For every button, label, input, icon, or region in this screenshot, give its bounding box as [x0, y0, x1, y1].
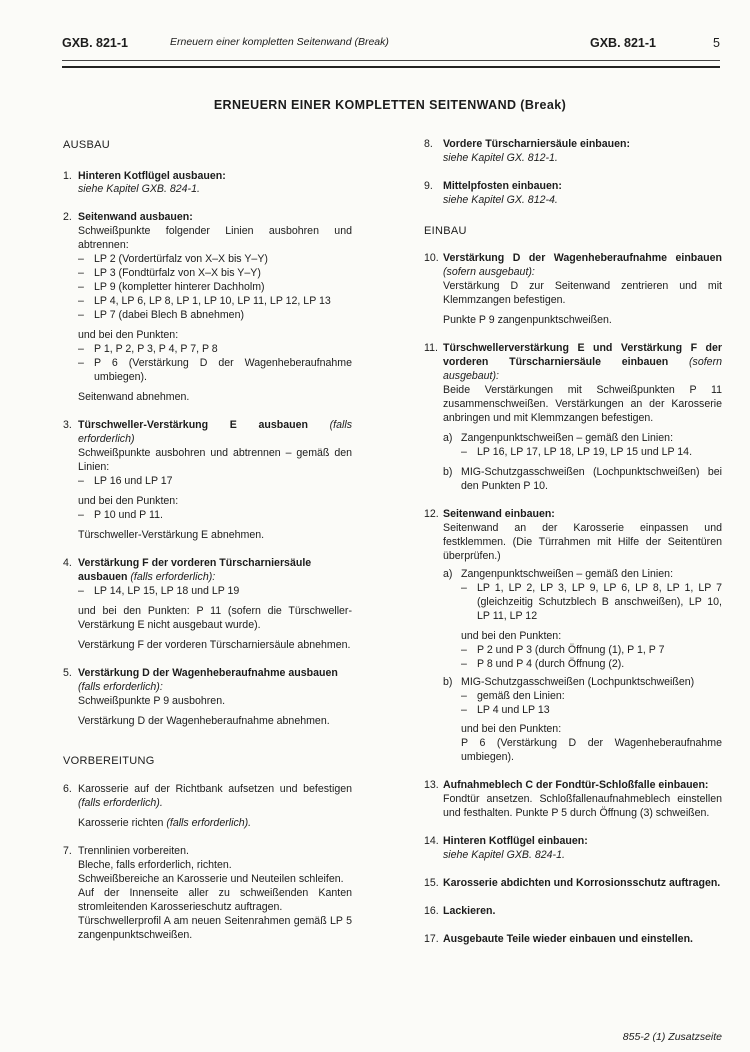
step-text: Verstärkung D zur Seitenwand zentrieren und mit Klemmzangen befestigen.	[443, 280, 722, 307]
step-title: Lackieren.	[443, 905, 496, 918]
step-text: Beide Verstärkungen mit Schweißpunkten P 11 zusammenschweißen. Verstärkungen an der Karosserie anbringen und mit Klemmzangen befestigen.	[443, 384, 722, 425]
step-8	[424, 138, 722, 166]
point-item: – P 8 und P 4 (durch Öffnung (2).	[461, 658, 722, 672]
step-number: 8.	[424, 138, 433, 150]
step-condition: (falls erforderlich).	[166, 816, 252, 829]
step-text: Zangenpunktschweißen – gemäß den Linien:	[461, 567, 674, 580]
step-title: Seitenwand einbauen:	[443, 507, 555, 520]
substep-label: b)	[443, 675, 453, 688]
line-item: – LP 2 (Vordertürfalz von X–X bis Y–Y)	[78, 253, 352, 267]
step-text: Verstärkung F der vorderen Türscharniersäule abnehmen.	[78, 638, 351, 651]
step-4	[63, 557, 352, 653]
point-item: – P 6 (Verstärkung D der Wagenheberaufnahme umbiegen).	[78, 357, 352, 385]
line-item: – LP 16 und LP 17	[78, 475, 352, 489]
point-item: – P 10 und P 11.	[78, 509, 352, 523]
step-condition: (falls erforderlich)	[78, 419, 352, 446]
step-text: Schweißpunkte folgender Linien ausbohren und abtrennen:	[78, 225, 352, 252]
step-text: Karosserie richten	[78, 816, 164, 829]
step-text: Fondtür ansetzen. Schloßfallenaufnahmeblech einstellen und festhalten. Punkte P 5 durch Öffnung (3) schweißen.	[443, 793, 722, 820]
step-number: 16.	[424, 905, 439, 918]
line-item: – LP 7 (dabei Blech B abnehmen)	[78, 309, 352, 323]
line-item: – LP 9 (kompletter hinterer Dachholm)	[78, 281, 352, 295]
step-number: 2.	[63, 211, 72, 224]
step-16	[424, 905, 722, 919]
right-column	[424, 138, 722, 947]
step-text: Türschwellerprofil A am neuen Seitenrahmen gemäß LP 5 zangenpunktschweißen.	[78, 914, 352, 941]
line-item: – LP 14, LP 15, LP 18 und LP 19	[78, 585, 352, 599]
point-item: – P 2 und P 3 (durch Öffnung (1), P 1, P 7	[461, 644, 722, 658]
step-number: 6.	[63, 783, 72, 795]
step-title: Verstärkung D der Wagenheberaufnahme einbauen	[443, 252, 722, 265]
step-17	[424, 933, 722, 947]
step-title: Vordere Türscharniersäule einbauen:	[443, 138, 631, 150]
step-number: 12.	[424, 507, 439, 520]
step-title: Hinteren Kotflügel einbauen:	[443, 835, 588, 848]
step-number: 15.	[424, 877, 439, 890]
point-item: – P 1, P 2, P 3, P 4, P 7, P 8	[78, 343, 352, 357]
substep-a	[443, 568, 722, 672]
step-text: Verstärkung D der Wagenheberaufnahme abnehmen.	[78, 714, 330, 727]
step-text: Zangenpunktschweißen – gemäß den Linien:	[461, 432, 674, 445]
step-number: 13.	[424, 779, 439, 792]
step-title: Aufnahmeblech C der Fondtür-Schloßfalle einbauen:	[443, 779, 709, 792]
page-number: 5	[713, 36, 720, 50]
step-text: Karosserie auf der Richtbank aufsetzen und befestigen	[78, 783, 352, 795]
page-title: ERNEUERN EINER KOMPLETTEN SEITENWAND (Break)	[213, 98, 567, 112]
step-number: 9.	[424, 179, 433, 192]
step-title: Ausgebaute Teile wieder einbauen und einstellen.	[443, 933, 693, 946]
point-item: P 6 (Verstärkung D der Wagenheberaufnahme umbiegen).	[461, 737, 722, 764]
step-1	[63, 170, 352, 198]
section-heading-vorbereitung: VORBEREITUNG	[63, 755, 155, 768]
step-number: 5.	[63, 666, 72, 679]
step-reference: siehe Kapitel GX. 812-1.	[443, 151, 558, 164]
step-title: Türschwellerverstärkung E und Verstärkung F der vorderen Türscharniersäule einbauen	[443, 342, 722, 369]
header-code: GXB. 821-1	[62, 36, 129, 50]
step-15	[424, 877, 722, 891]
step-11	[424, 342, 722, 494]
step-number: 10.	[424, 252, 439, 265]
step-text: und bei den Punkten:	[461, 723, 562, 736]
step-reference: siehe Kapitel GXB. 824-1.	[78, 183, 200, 196]
step-title: Verstärkung F der vorderen Türscharniersäule ausbauen	[78, 556, 312, 583]
step-text: Seitenwand abnehmen.	[78, 391, 190, 404]
line-item: – LP 3 (Fondtürfalz von X–X bis Y–Y)	[78, 267, 352, 281]
step-text: Bleche, falls erforderlich, richten.	[78, 858, 232, 871]
step-text: Türschweller-Verstärkung E abnehmen.	[78, 528, 265, 541]
left-column	[63, 138, 352, 943]
step-title: Mittelpfosten einbauen:	[443, 179, 562, 192]
substep-label: a)	[443, 567, 453, 580]
step-condition: (falls erforderlich):	[78, 680, 163, 693]
header-title: Erneuern einer kompletten Seitenwand (Break)	[170, 36, 389, 48]
step-3	[63, 419, 352, 543]
header-rule-thick	[62, 66, 720, 68]
step-title: Karosserie abdichten und Korrosionsschutz auftragen.	[443, 877, 721, 890]
step-number: 4.	[63, 556, 72, 569]
step-number: 7.	[63, 844, 72, 857]
line-item: – gemäß den Linien:	[461, 690, 722, 704]
line-item: – LP 4, LP 6, LP 8, LP 1, LP 10, LP 11, LP 12, LP 13	[78, 295, 352, 309]
step-reference: siehe Kapitel GXB. 824-1.	[443, 849, 565, 862]
step-number: 14.	[424, 835, 439, 848]
step-13	[424, 779, 722, 821]
step-condition: (falls erforderlich):	[130, 570, 216, 583]
page-header	[62, 35, 720, 53]
step-5	[63, 667, 352, 729]
step-12	[424, 508, 722, 765]
page-footer: 855-2 (1) Zusatzseite	[622, 1031, 722, 1043]
step-14	[424, 835, 722, 863]
step-number: 1.	[63, 169, 72, 182]
step-text: und bei den Punkten:	[78, 329, 179, 342]
step-2	[63, 211, 352, 405]
step-condition: (falls erforderlich).	[78, 796, 163, 809]
step-number: 3.	[63, 419, 72, 432]
step-condition: (sofern ausgebaut):	[443, 356, 722, 383]
step-text: Schweißpunkte P 9 ausbohren.	[78, 694, 226, 707]
substep-b	[443, 676, 722, 766]
step-reference: siehe Kapitel GX. 812-4.	[443, 193, 558, 206]
line-item: – LP 4 und LP 13	[461, 704, 722, 718]
step-number: 17.	[424, 933, 439, 946]
step-text: und bei den Punkten:	[78, 494, 179, 507]
substep-b	[443, 466, 722, 494]
line-item: – LP 1, LP 2, LP 3, LP 9, LP 6, LP 8, LP 1, LP 7 (gleichzeitig Schutzblech B anschweißen), LP 10, LP 11, LP 12	[461, 582, 722, 624]
step-number: 11.	[424, 342, 438, 355]
step-condition: (sofern ausgebaut):	[443, 266, 535, 279]
step-7	[63, 845, 352, 943]
line-item: – LP 16, LP 17, LP 18, LP 19, LP 15 und LP 14.	[461, 446, 722, 460]
step-text: Punkte P 9 zangenpunktschweißen.	[443, 314, 612, 327]
section-heading-ausbau: AUSBAU	[63, 139, 111, 151]
step-title: Türschweller-Verstärkung E ausbauen	[78, 419, 308, 432]
substep-label: b)	[443, 465, 453, 478]
step-title: Hinteren Kotflügel ausbauen:	[78, 169, 226, 182]
substep-a	[443, 432, 722, 460]
header-rule-thin	[62, 60, 720, 61]
step-text: MIG-Schutzgasschweißen (Lochpunktschweißen)	[461, 675, 695, 688]
substep-label: a)	[443, 432, 453, 445]
step-text: Schweißbereiche an Karosserie und Neuteilen schleifen.	[78, 872, 344, 885]
step-text: und bei den Punkten:	[461, 629, 562, 642]
step-text: Auf der Innenseite aller zu schweißenden Kanten stromleitenden Karosserieschutz auftragen.	[78, 886, 352, 913]
step-title: Seitenwand ausbauen:	[78, 211, 193, 224]
step-text: und bei den Punkten: P 11 (sofern die Türschweller-Verstärkung E nicht ausgebaut wurde).	[78, 604, 352, 631]
section-heading-einbau: EINBAU	[424, 224, 467, 237]
step-text: MIG-Schutzgasschweißen (Lochpunktschweißen) bei den Punkten P 10.	[461, 465, 722, 492]
step-10	[424, 252, 722, 328]
step-9	[424, 180, 722, 208]
header-code-right: GXB. 821-1	[590, 36, 657, 50]
step-text: Seitenwand an der Karosserie einpassen und festklemmen. (Die Türrahmen mit Hilfe der Seitentüren überprüfen.)	[443, 521, 722, 562]
step-text: Trennlinien vorbereiten.	[78, 844, 189, 857]
step-6	[63, 783, 352, 831]
step-text: Schweißpunkte ausbohren und abtrennen – gemäß den Linien:	[78, 446, 352, 473]
step-title: Verstärkung D der Wagenheberaufnahme ausbauen	[78, 666, 338, 679]
